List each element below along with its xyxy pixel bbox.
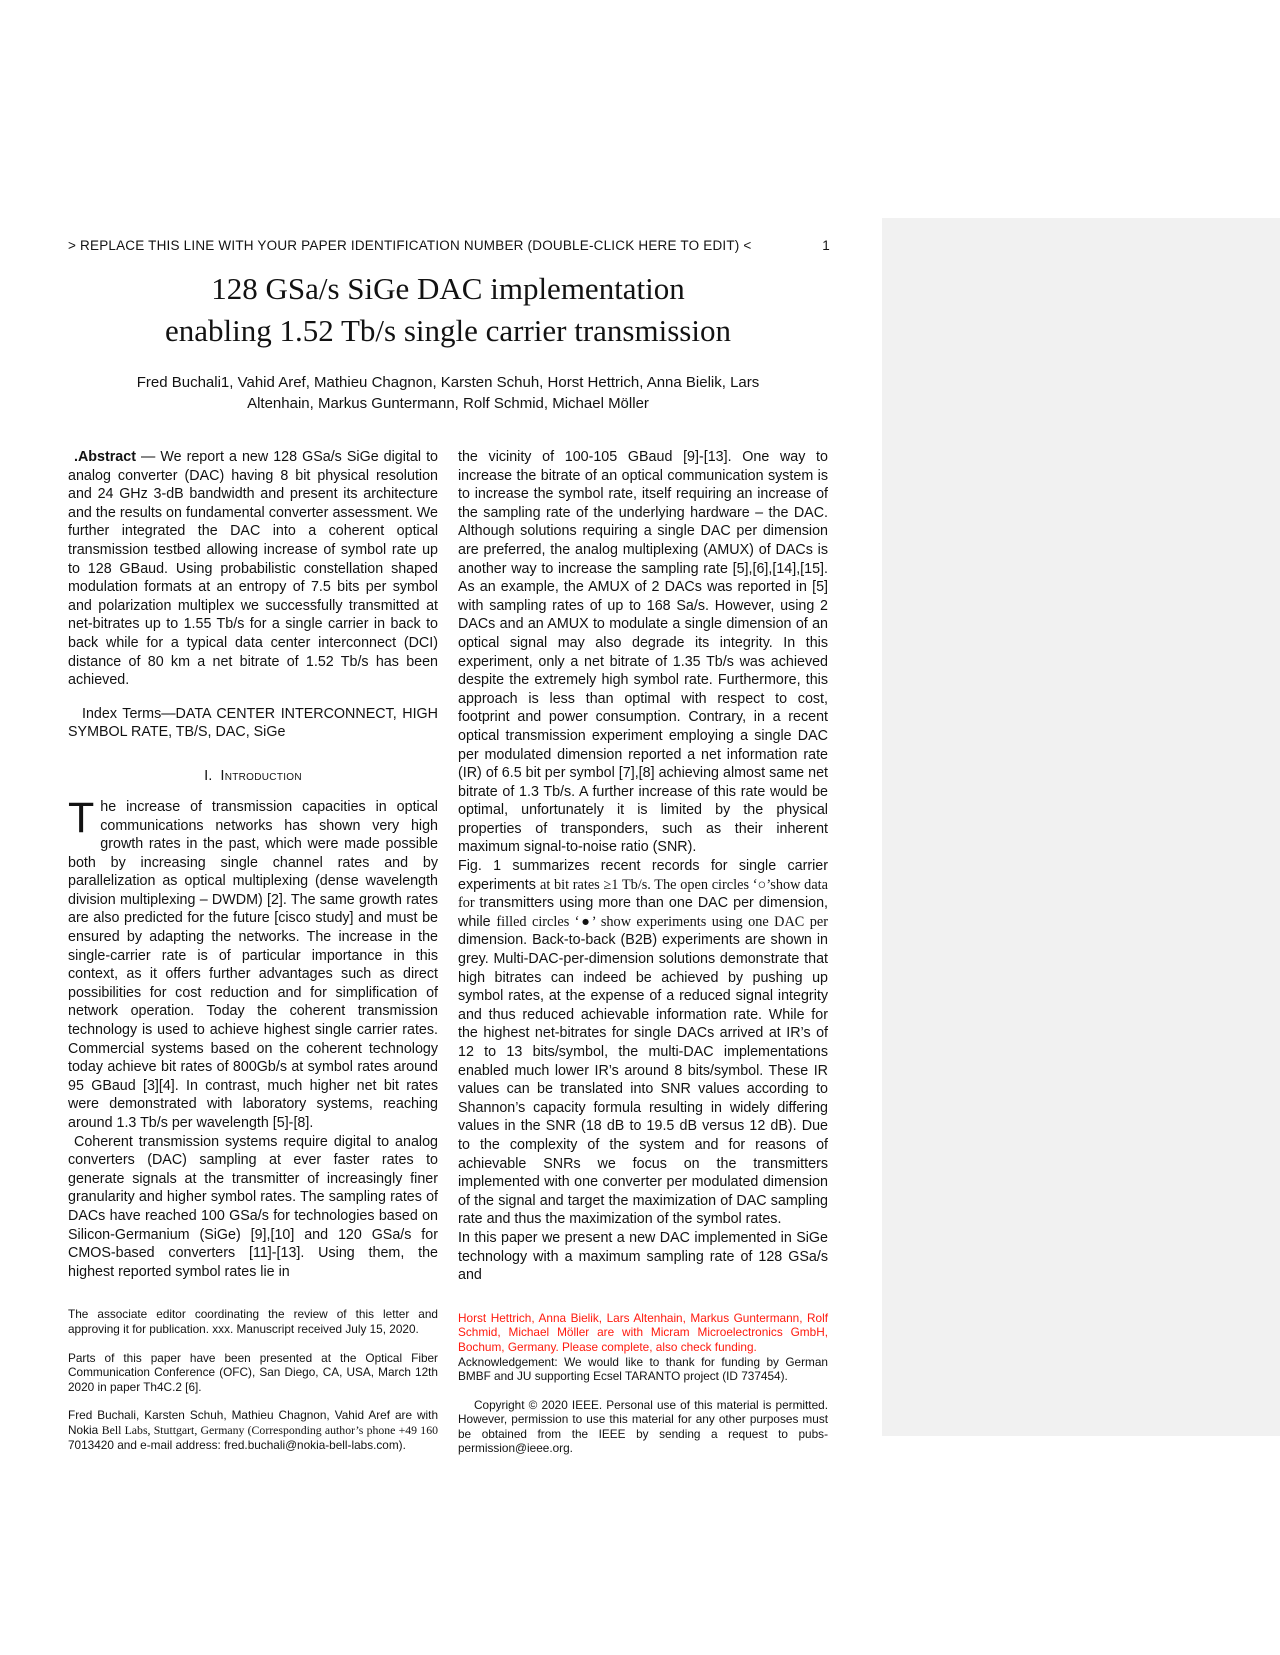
running-header-row [68, 238, 830, 253]
right-paragraph-2 [458, 857, 828, 1229]
intro-paragraph-1 [68, 793, 438, 1133]
index-terms-label: Index Terms [82, 705, 162, 722]
footnotes-left [68, 1307, 438, 1452]
fig1-part-2: at bit rates ≥1 Tb/s. The open circles ‘○’show data for [458, 876, 828, 912]
fig1-part-1: Fig. 1 summarizes recent records for single carrier experiments [458, 858, 828, 893]
fig1-part-4: filled circles ‘●’ show experiments using one DAC per [496, 913, 828, 930]
section-numeral: I. [204, 767, 213, 784]
section-heading-introduction [68, 768, 438, 784]
author-line-2: Altenhain, Markus Guntermann, Rolf Schmid, Michael Möller [247, 395, 649, 412]
abstract-text: We report a new 128 GSa/s SiGe digital to analog converter (DAC) having 8 bit physical resolution and 24 GHz 3-dB bandwidth and present its architecture and the results on fundamental converter assessment. We further integrated the DAC into a coherent optical transmission testbed allowing increase of symbol rate up to 128 GBaud. Using probabilistic constellation shaped modulation formats at an entropy of 7.5 bits per symbol and polarization multiplex we successfully transmitted at net-bitrates up to 1.55 Tb/s for a single carrier in back to back while for a typical data center interconnect (DCI) distance of 80 km a net bitrate of 1.52 Tb/s has been achieved. [68, 449, 438, 689]
paper-title-line-1: 128 GSa/s SiGe DAC implementation [211, 271, 685, 306]
footnote-micram-affiliation-red: Horst Hettrich, Anna Bielik, Lars Altenhain, Markus Guntermann, Rolf Schmid, Michael Möller are with Micram Microelectronics GmbH, Bochum, Germany. Please complete, also check funding. [458, 1310, 828, 1354]
abstract-separator: — [135, 449, 161, 465]
section-title: Introduction [220, 767, 302, 784]
footnote-nokia-part-1: Fred Buchali, Karsten Schuh, Mathieu Chagnon, Vahid Aref are with Nokia [68, 1408, 438, 1437]
footnote-copyright: Copyright © 2020 IEEE. Personal use of this material is permitted. However, permission to use this material for any other purposes must be obtained from the IEEE by sending a request to pubs-permission@ieee.org. [458, 1397, 828, 1456]
abstract-paragraph [68, 448, 438, 690]
drop-cap: T [68, 793, 95, 842]
index-terms-paragraph [68, 705, 438, 742]
paper-title-line-2: enabling 1.52 Tb/s single carrier transmission [165, 313, 731, 348]
author-line-1: Fred Buchali1, Vahid Aref, Mathieu Chagnon, Karsten Schuh, Horst Hettrich, Anna Bielik, Lars [136, 374, 760, 391]
footnote-nokia-part-3: 7013420 and e-mail address: fred.buchali@nokia-bell-labs.com). [68, 1437, 406, 1452]
fig1-part-5: dimension. Back-to-back (B2B) experiments are shown in grey. Multi-DAC-per-dimension solutions demonstrate that high bitrates can indeed be achieved by pushing up symbol rates, at the expense of a reduced signal integrity and thus reduced achievable information rate. While for the highest net-bitrates for single DACs arrived at IR’s of 12 to 13 bits/symbol, the multi-DAC implementations enabled much lower IR’s around 8 bits/symbol. These IR values can be translated into SNR values according to Shannon’s capacity formula resulting in widely differing values in the SNR (18 dB to 19.5 dB versus 12 dB). Due to the complexity of the system and for reasons of achievable SNRs we focus on the transmitters implemented with one converter per modulated dimension of the signal and target the maximization of DAC sampling rate and thus the maximization of the symbol rates. [458, 932, 828, 1228]
footnotes-right [458, 1311, 828, 1456]
footnote-nokia-affiliation [68, 1408, 438, 1452]
page-number: 1 [822, 238, 830, 253]
right-paragraph-3: In this paper we present a new DAC implemented in SiGe technology with a maximum sampling rate of 128 GSa/s and [458, 1229, 828, 1284]
column-left [68, 448, 438, 1452]
running-header-placeholder[interactable]: > REPLACE THIS LINE WITH YOUR PAPER IDENTIFICATION NUMBER (DOUBLE-CLICK HERE TO EDIT) < [68, 238, 752, 253]
footnote-conference-note: Parts of this paper have been presented at the Optical Fiber Communication Conference (OFC), San Diego, CA, USA, March 12th 2020 in paper Th4C.2 [6]. [68, 1350, 438, 1394]
abstract-label: .Abstract [74, 449, 136, 465]
footnote-acknowledgement: Acknowledgement: We would like to thank for funding by German BMBF and JU supporting Ecsel TARANTO project (ID 737454). [458, 1354, 828, 1384]
fig1-part-3: transmitters using more than one DAC per dimension, while [458, 895, 828, 930]
footnote-editor-note: The associate editor coordinating the review of this letter and approving it for publication. xxx. Manuscript received July 15, 2020. [68, 1307, 438, 1336]
index-terms-text: —DATA CENTER INTERCONNECT, HIGH SYMBOL RATE, TB/S, DAC, SiGe [68, 705, 439, 741]
paper-title [28, 268, 868, 352]
author-list [68, 372, 828, 414]
column-right [458, 448, 828, 1456]
footnote-nokia-part-2: Bell Labs, Stuttgart, Germany (Corresponding author’s phone +49 160 [101, 1422, 438, 1437]
margin-gray-panel [882, 218, 1280, 1436]
intro-paragraph-1-text: he increase of transmission capacities in optical communications networks has shown very high growth rates in the past, which were made possible both by increasing single channel rates and by parallelization as optical multiplexing (dense wavelength division multiplexing – DWDM) [2]. The same growth rates are also predicted for the future [cisco study] and must be ensured by adapting the networks. The increase in the single-carrier rate is of particular importance in this context, as it offers further advantages such as direct possibilities for cost reduction and for simplification of network operation. Today the coherent transmission technology is used to achieve highest single carrier rates. Commercial systems based on the coherent technology today achieve bit rates of 800Gb/s at symbol rates around 95 GBaud [3][4]. In contrast, much higher net bit rates were demonstrated with laboratory systems, reaching around 1.3 Tb/s per wavelength [5]-[8]. [68, 798, 438, 1131]
right-paragraph-1: the vicinity of 100-105 GBaud [9]-[13]. One way to increase the bitrate of an optical communication system is to increase the symbol rate, itself requiring an increase of the sampling rate of the underlying hardware – the DAC. Although solutions requiring a single DAC per dimension are preferred, the analog multiplexing (AMUX) of DACs is another way to increase the sampling rate [5],[6],[14],[15]. As an example, the AMUX of 2 DACs was reported in [5] with sampling rates of up to 168 Sa/s. However, using 2 DACs and an AMUX to modulate a single dimension of an optical signal may also degrade its integrity. In this experiment, only a net bitrate of 1.35 Tb/s was achieved despite the extremely high symbol rate. Furthermore, this approach is less than optimal with respect to cost, footprint and power consumption. Contrary, in a recent optical transmission experiment employing a single DAC per modulated dimension reported a net information rate (IR) of 6.5 bit per symbol [7],[8] achieving almost same net bitrate of 1.3 Tb/s. A further increase of this rate would be optimal, unfortunately it is limited by the physical properties of transponders, such as their inherent maximum signal-to-noise ratio (SNR). [458, 449, 828, 856]
intro-paragraph-2: Coherent transmission systems require digital to analog converters (DAC) sampling at ever faster rates to generate signals at the transmitter of increasingly finer granularity and higher symbol rates. The sampling rates of DACs have reached 100 GSa/s for technologies based on Silicon-Germanium (SiGe) [9],[10] and 120 GSa/s for CMOS-based converters [11]-[13]. Using them, the highest reported symbol rates lie in [68, 1133, 438, 1280]
